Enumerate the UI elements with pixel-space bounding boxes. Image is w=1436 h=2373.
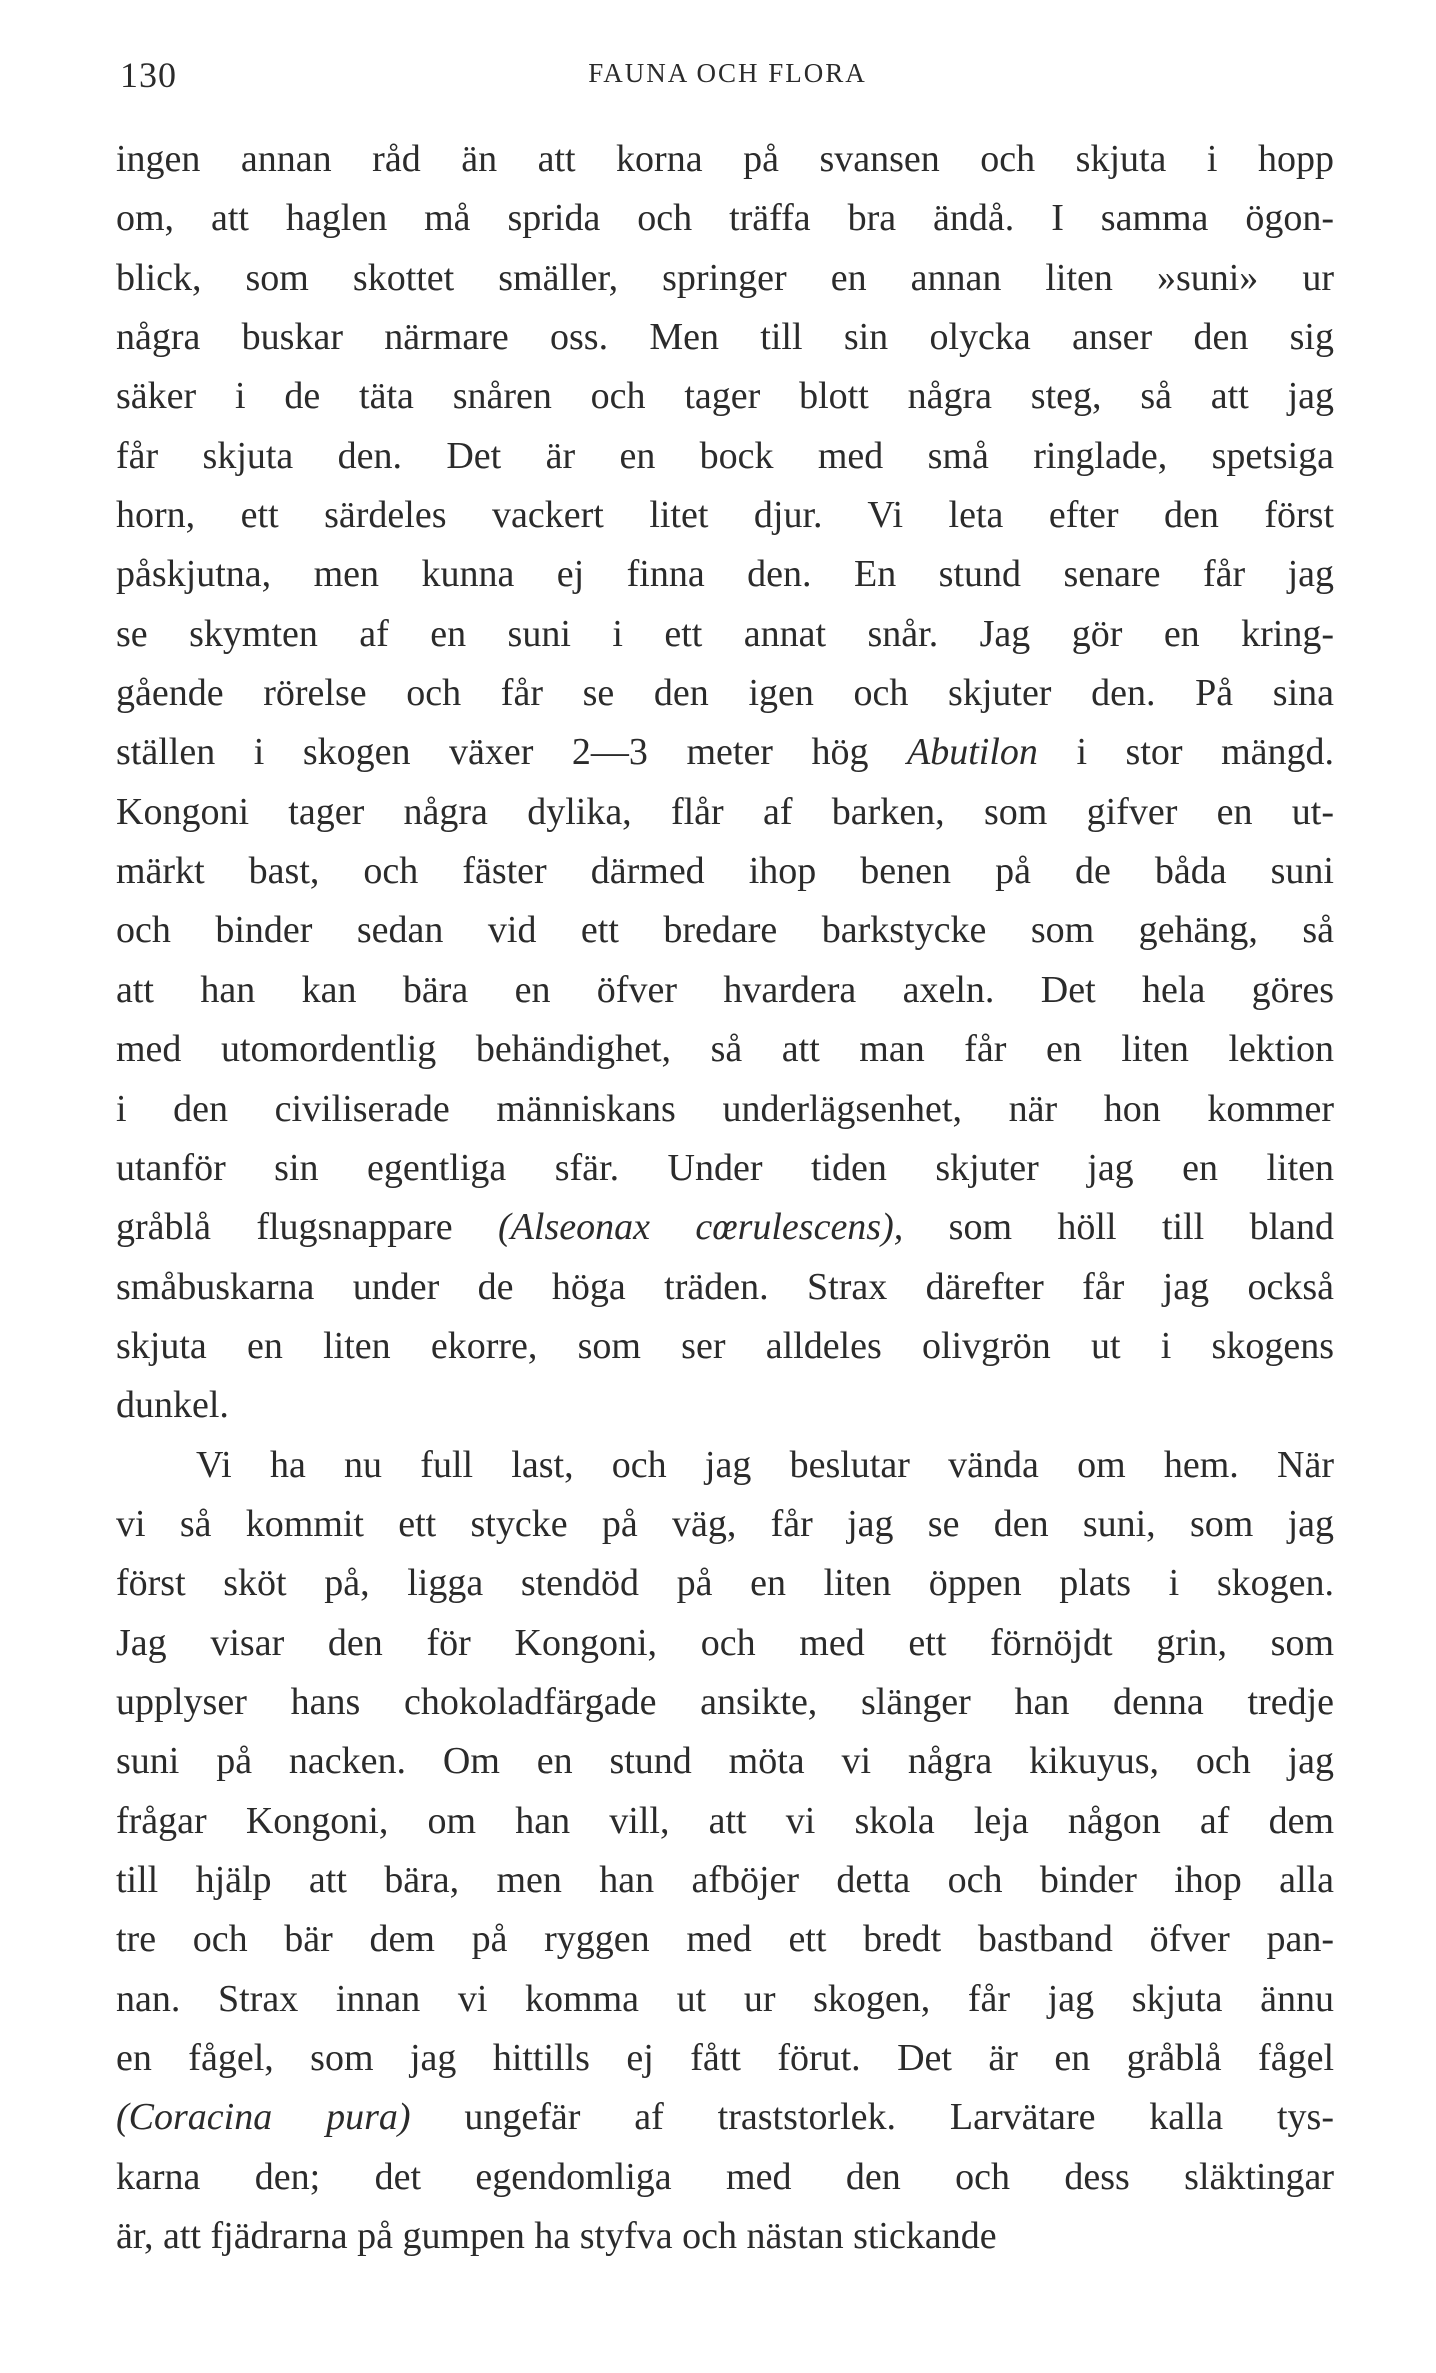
text-segment: med utomordentlig behändighet, så att man får en liten lektion (116, 1028, 1334, 1071)
body-text (116, 130, 1334, 2266)
text-line (116, 901, 1334, 960)
text-line (116, 367, 1334, 426)
text-segment: i den civiliserade människans underlägsenhet, när hon kommer (116, 1087, 1334, 1130)
text-line (116, 2088, 1334, 2147)
text-segment: dunkel. (116, 1384, 229, 1427)
text-segment: påskjutna, men kunna ej finna den. En stund senare får jag (116, 553, 1334, 596)
text-line (116, 1554, 1334, 1613)
text-line (116, 723, 1334, 782)
text-line (116, 1792, 1334, 1851)
text-line (116, 1851, 1334, 1910)
text-segment: suni på nacken. Om en stund möta vi några kikuyus, och jag (116, 1740, 1334, 1783)
text-line (116, 486, 1334, 545)
text-segment: Vi ha nu full last, och jag beslutar vända om hem. När (196, 1443, 1334, 1486)
text-line (116, 308, 1334, 367)
text-line (116, 1139, 1334, 1198)
paragraph (116, 130, 1334, 1436)
text-line (116, 605, 1334, 664)
text-line (116, 249, 1334, 308)
text-segment: till hjälp att bära, men han afböjer detta och binder ihop alla (116, 1858, 1334, 1901)
text-line (116, 1020, 1334, 1079)
text-line (116, 842, 1334, 901)
text-segment: ingen annan råd än att korna på svansen och skjuta i hopp (116, 138, 1334, 180)
text-line (116, 2029, 1334, 2088)
running-title: FAUNA OCH FLORA (588, 58, 867, 88)
text-segment: blick, som skottet smäller, springer en annan liten »suni» ur (116, 256, 1334, 299)
text-segment: säker i de täta snåren och tager blott några steg, så att jag (116, 375, 1334, 418)
text-segment: horn, ett särdeles vackert litet djur. Vi leta efter den först (116, 494, 1334, 537)
italic-text: (Coracina pura) (116, 2096, 411, 2139)
italic-text: Abutilon (907, 731, 1038, 774)
text-segment: Kongoni tager några dylika, flår af barken, som gifver en ut- (116, 790, 1334, 833)
text-line (116, 1732, 1334, 1791)
text-segment: och binder sedan vid ett bredare barkstycke som gehäng, så (116, 909, 1334, 952)
text-segment: märkt bast, och fäster därmed ihop benen på de båda suni (116, 850, 1334, 893)
text-segment: att han kan bära en öfver hvardera axeln. Det hela göres (116, 968, 1334, 1011)
italic-text: (Alseonax cœrulescens), (498, 1206, 904, 1249)
text-line (116, 1376, 1334, 1435)
text-segment: frågar Kongoni, om han vill, att vi skola leja någon af dem (116, 1799, 1334, 1842)
text-line (116, 189, 1334, 248)
text-line (116, 783, 1334, 842)
text-segment: utanför sin egentliga sfär. Under tiden skjuter jag en liten (116, 1146, 1334, 1189)
text-line (116, 1436, 1334, 1495)
text-segment: i stor mängd. (1037, 731, 1334, 774)
text-line (116, 545, 1334, 604)
text-segment: får skjuta den. Det är en bock med små ringlade, spetsiga (116, 434, 1334, 477)
text-line (116, 2207, 1334, 2266)
text-segment: ungefär af traststorlek. Larvätare kalla tys- (410, 2096, 1334, 2139)
text-line (116, 427, 1334, 486)
text-segment: några buskar närmare oss. Men till sin olycka anser den sig (116, 316, 1334, 359)
text-line (116, 1614, 1334, 1673)
text-segment: se skymten af en suni i ett annat snår. Jag gör en kring- (116, 612, 1334, 655)
running-head (120, 48, 1335, 98)
text-segment: småbuskarna under de höga träden. Strax därefter får jag också (116, 1265, 1334, 1308)
text-line (116, 1970, 1334, 2029)
text-line (116, 1198, 1334, 1257)
text-segment: först sköt på, ligga stendöd på en liten öppen plats i skogen. (116, 1562, 1334, 1605)
paragraph (116, 1436, 1334, 2267)
text-segment: skjuta en liten ekorre, som ser alldeles olivgrön ut i skogens (116, 1324, 1334, 1367)
text-segment: om, att haglen må sprida och träffa bra ändå. I samma ögon- (116, 197, 1334, 240)
text-segment: tre och bär dem på ryggen med ett bredt bastband öfver pan- (116, 1918, 1334, 1961)
text-segment: Jag visar den för Kongoni, och med ett förnöjdt grin, som (116, 1621, 1334, 1664)
text-line (116, 1495, 1334, 1554)
text-segment: vi så kommit ett stycke på väg, får jag se den suni, som jag (116, 1502, 1334, 1545)
text-line (116, 961, 1334, 1020)
text-line (116, 1673, 1334, 1732)
text-line (116, 664, 1334, 723)
text-segment: karna den; det egendomliga med den och dess släktingar (116, 2155, 1334, 2198)
text-segment: gråblå flugsnappare (116, 1206, 499, 1249)
text-line (116, 1080, 1334, 1139)
text-line (116, 1258, 1334, 1317)
text-segment: är, att fjädrarna på gumpen ha styfva och nästan stickande (116, 2215, 997, 2258)
text-segment: upplyser hans chokoladfärgade ansikte, slänger han denna tredje (116, 1680, 1334, 1723)
text-line (116, 2148, 1334, 2207)
text-segment: som höll till bland (903, 1206, 1334, 1249)
page-number: 130 (120, 55, 177, 95)
text-segment: ställen i skogen växer 2—3 meter hög (116, 731, 908, 774)
text-segment: gående rörelse och får se den igen och skjuter den. På sina (116, 672, 1334, 715)
text-line (116, 1317, 1334, 1376)
text-line (116, 1910, 1334, 1969)
text-segment: en fågel, som jag hittills ej fått förut. Det är en gråblå fågel (116, 2037, 1334, 2079)
text-segment: nan. Strax innan vi komma ut ur skogen, får jag skjuta ännu (116, 1977, 1334, 2020)
text-line (116, 130, 1334, 189)
